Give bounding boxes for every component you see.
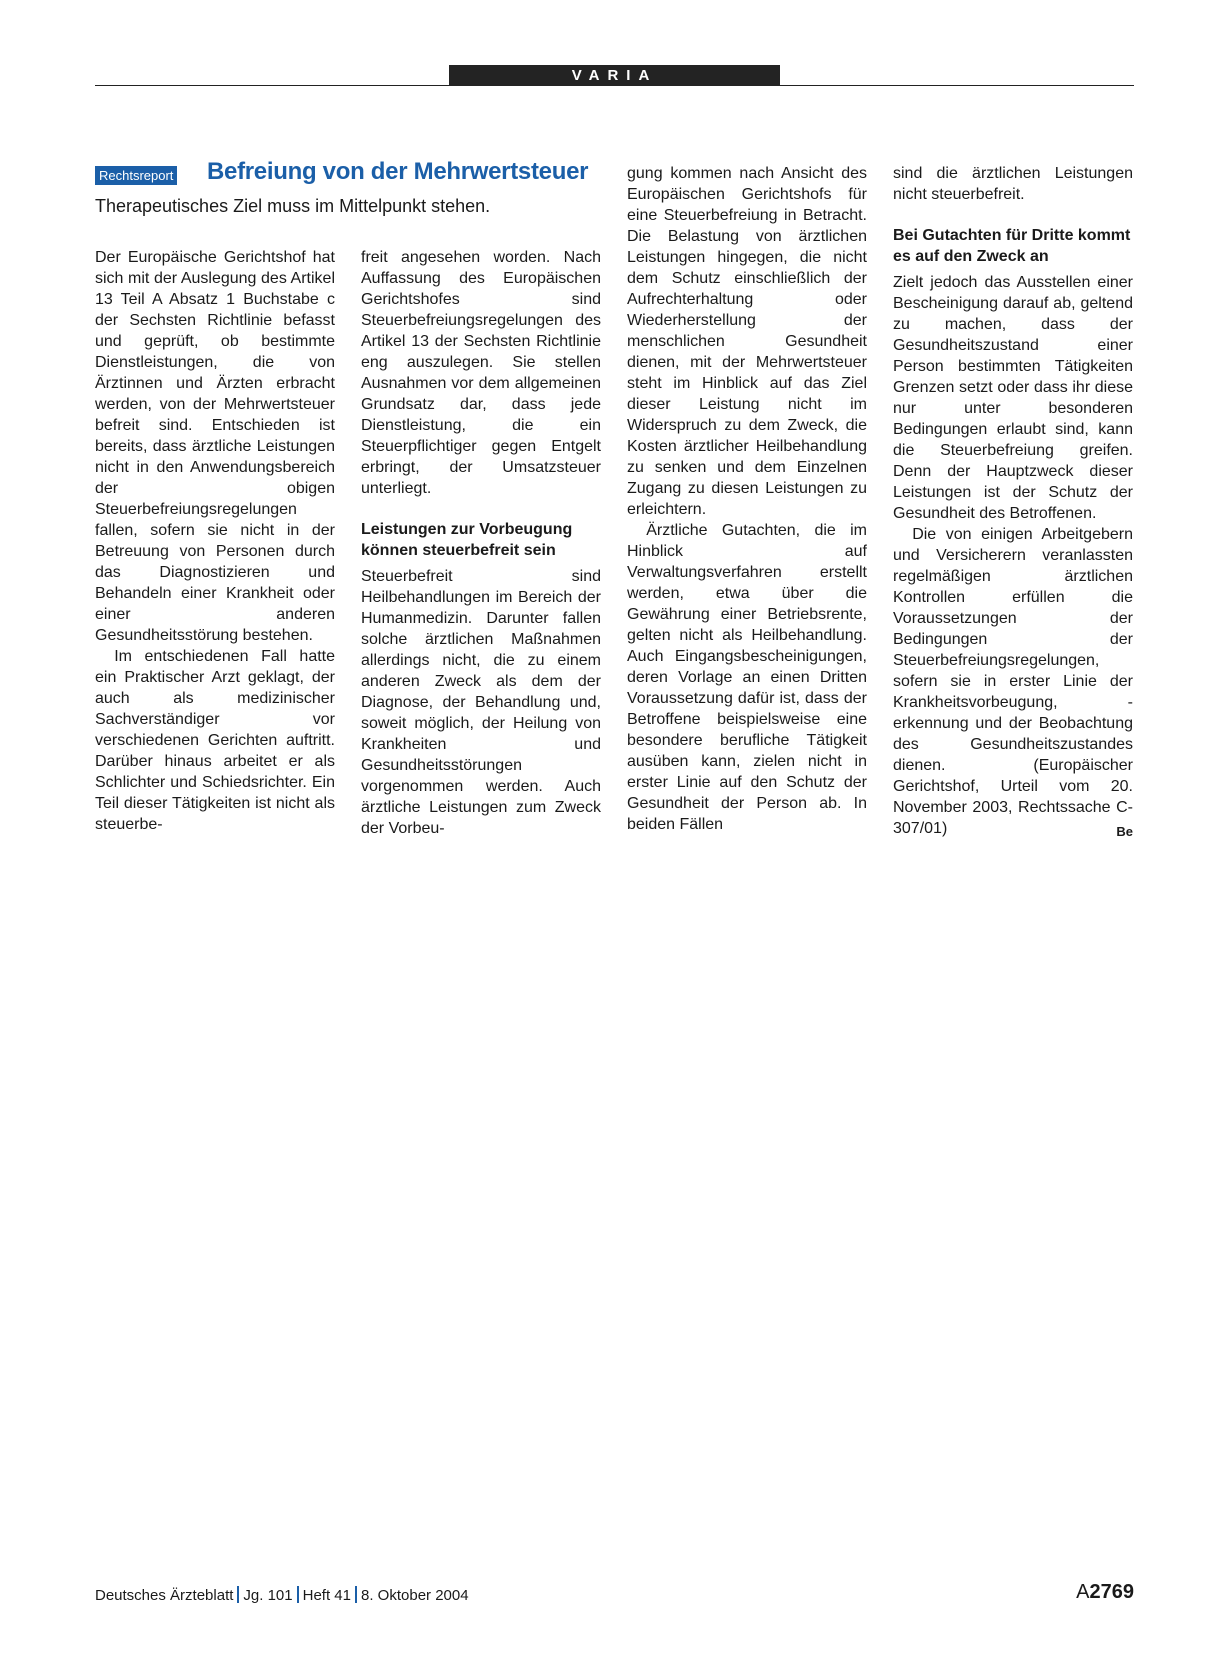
page-number	[1076, 1581, 1134, 1604]
footer-separator	[237, 1586, 239, 1603]
author-initials: Be	[1116, 824, 1133, 839]
text-column-2	[361, 247, 601, 839]
paragraph: gung kommen nach Ansicht des Europäischen Gerichtshofs für eine Steuerbefreiung in Betracht. Die Belastung von ärztlichen Leistungen hingegen, die nicht dem Schutz einschließlich der Aufrechterhaltung oder Wiederherstellung der menschlichen Gesundheit dienen, mit der Mehrwertsteuer steht im Hinblick auf das Ziel dieser Leistung nicht im Widerspruch zu dem Zweck, die Kosten ärztlicher Heilbehandlung zu senken und dem Einzelnen Zugang zu diesen Leistungen zu erleichtern.	[627, 165, 867, 518]
footer-citation	[95, 1586, 469, 1604]
paragraph: Ärztliche Gutachten, die im Hinblick auf Verwaltungsverfahren erstellt werden, etwa über die Gewährung einer Betriebsrente, gelten nicht als Heilbehandlung. Auch Eingangsbescheinigungen, deren Vorlage an einen Dritten Voraussetzung dafür ist, dass der Betroffene beispielsweise eine besondere berufliche Tätigkeit ausüben kann, zielen nicht in erster Linie auf den Schutz der Gesundheit der Person ab. In beiden Fällen	[627, 522, 867, 833]
paragraph-text: Die von einigen Arbeitgebern und Versicherern veranlassten regelmäßigen ärztlichen Kontrollen erfüllen die Voraussetzungen der Bedingungen der Steuerbefreiungsregelungen, sofern sie in erster Linie der Krankheitsvorbeugung, -erkennung und der Beobachtung des Gesundheitszustandes dienen. (Europäischer Gerichtshof, Urteil vom 20. November 2003, Rechtssache C-307/01)	[893, 526, 1133, 837]
text-column-4	[893, 163, 1133, 842]
rubric-badge: Rechtsreport	[95, 166, 177, 185]
section-label: VARIA	[449, 65, 780, 86]
text-column-3	[627, 163, 867, 835]
paragraph: sind die ärztlichen Leistungen nicht steuerbefreit.	[893, 165, 1133, 203]
paragraph	[893, 524, 1133, 839]
paragraph: Steuerbefreit sind Heilbehandlungen im Bereich der Humanmedizin. Darunter fallen solche ärztlichen Maßnahmen allerdings nicht, die zu einem anderen Zweck als dem der Diagnose, der Behandlung und, soweit möglich, der Heilung von Krankheiten und Gesundheitsstörungen vorgenommen werden. Auch ärztliche Leistungen zum Zweck der Vorbeu-	[361, 568, 601, 837]
section-heading: Leistungen zur Vorbeugung können steuerbefreit sein	[361, 521, 573, 559]
paragraph: freit angesehen worden. Nach Auffassung des Europäischen Gerichtshofes sind Steuerbefreiungsregelungen des Artikel 13 der Sechsten Richtlinie eng auszulegen. Sie stellen Ausnahmen vor dem allgemeinen Grundsatz dar, dass jede Dienstleistung, die ein Steuerpflichtiger gegen Entgelt erbringt, der Umsatzsteuer unterliegt.	[361, 249, 601, 497]
page-number-value: 2769	[1089, 1581, 1134, 1603]
journal-name: Deutsches Ärzteblatt	[95, 1587, 234, 1604]
text-column-1	[95, 247, 335, 835]
journal-volume: Jg. 101	[243, 1587, 293, 1604]
footer-separator	[297, 1586, 299, 1603]
section-heading: Bei Gutachten für Dritte kommt es auf den Zweck an	[893, 227, 1131, 265]
article-title: Befreiung von der Mehrwertsteuer	[207, 158, 589, 185]
journal-issue: Heft 41	[302, 1587, 351, 1604]
paragraph: Im entschiedenen Fall hatte ein Praktischer Arzt geklagt, der auch als medizinischer Sachverständiger vor verschiedenen Gerichten auftritt. Darüber hinaus arbeitet er als Schlichter und Schiedsrichter. Ein Teil dieser Tätigkeiten ist nicht als steuerbe-	[95, 648, 335, 833]
footer-separator	[355, 1586, 357, 1603]
paragraph: Zielt jedoch das Ausstellen einer Bescheinigung darauf ab, geltend zu machen, dass der Gesundheitszustand einer Person bestimmten Tätigkeiten Grenzen setzt oder dass ihr diese nur unter besonderen Bedingungen erlaubt sind, kann die Steuerbefreiung greifen. Denn der Hauptzweck dieser Leistungen ist der Schutz der Gesundheit des Betroffenen.	[893, 274, 1133, 522]
issue-date: 8. Oktober 2004	[361, 1587, 469, 1604]
paragraph: Der Europäische Gerichtshof hat sich mit der Auslegung des Artikel 13 Teil A Absatz 1 Buchstabe c der Sechsten Richtlinie befasst und geprüft, ob bestimmte Dienstleistungen, die von Ärztinnen und Ärzten erbracht werden, von der Mehrwertsteuer befreit sind. Entschieden ist bereits, dass ärztliche Leistungen nicht in den Anwendungsbereich der obigen Steuerbefreiungsregelungen fallen, sofern sie nicht in der Betreuung von Personen durch das Diagnostizieren und Behandeln einer Krankheit oder einer anderen Gesundheitsstörung bestehen.	[95, 249, 335, 644]
page-prefix: A	[1076, 1581, 1090, 1603]
article-subtitle: Therapeutisches Ziel muss im Mittelpunkt stehen.	[95, 196, 491, 216]
